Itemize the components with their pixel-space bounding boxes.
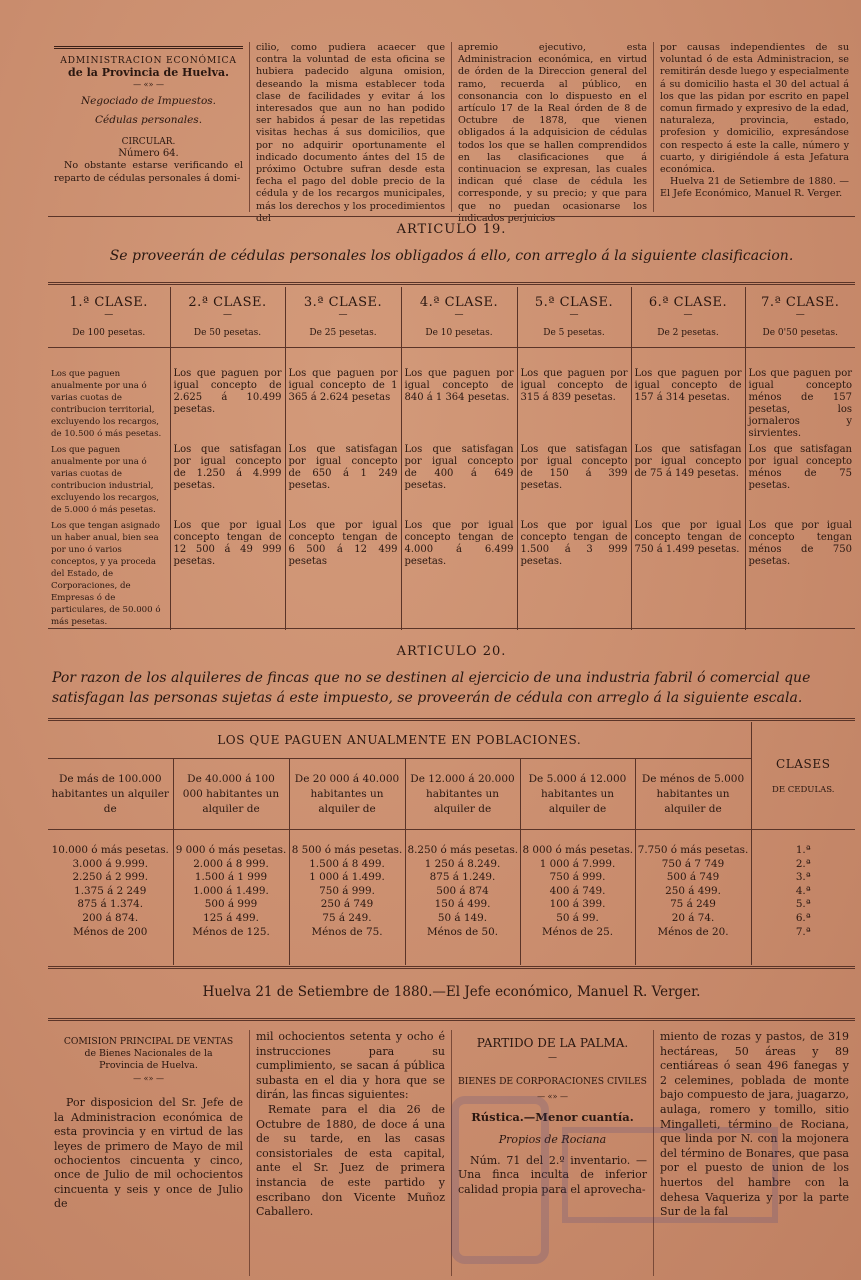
rent-column: 9 000 ó más pesetas. 2.000 á 8 999. 1.500 á 1 999 1.000 á 1.499. 500 á 999 125 á 499. Ménos de 125. xyxy=(173,830,289,966)
circular-text: No obstante estarse verificando el reparto de cédulas personales á domi- xyxy=(54,160,243,184)
property-category: BIENES DE CORPORACIONES CIVILES xyxy=(458,1076,647,1088)
divider xyxy=(48,282,855,285)
class-header-row xyxy=(48,287,855,348)
table-cell: Los que por igual concepto tengan de 4.000 á 6.499 pesetas. xyxy=(401,518,517,630)
top-columns xyxy=(48,42,855,224)
table-cell: Los que paguen por igual concepto de 840 á 1 364 pesetas. xyxy=(401,348,517,443)
subject: Cédulas personales. xyxy=(94,113,203,126)
circular-text-cont: cilio, como pudiera acaecer que contra la voluntad de esta oficina se hubiera padecido alguna omision, deseando la misma establecer toda clase de facilidades y evitar á los interesados que aun no han podido ser habidos á pesar de las repetidas visitas hechas á sus domicilios, que por no adquirir oportunamente el indicado documento ántes del 15 de próximo Octubre sufran desde esta fecha el pago del doble precio de la cédula y de los recargos municipales, más los derechos y los procedimientos del xyxy=(256,42,445,224)
table-cell: Los que por igual concepto tengan de 1.500 á 3 999 pesetas. xyxy=(517,518,631,630)
table-row xyxy=(48,830,855,966)
property-text: Núm. 71 del 2.º inventario. —Una finca inculta de inferior calidad propia para el aprovecha- xyxy=(458,1153,647,1196)
circular-number: Número 64. xyxy=(118,148,179,160)
population-header: De 12.000 á 20.000 habitantes un alquiler de xyxy=(405,759,520,830)
property-type: Rústica.—Menor cuantía. xyxy=(471,1110,634,1125)
separator: — «» — xyxy=(133,80,164,90)
dash: — xyxy=(548,1052,557,1063)
class-header: 1.ª CLASE. — De 100 pesetas. xyxy=(48,287,170,348)
table-cell: Los que satisfagan por igual concepto de 650 á 1 249 pesetas. xyxy=(285,442,401,518)
article-20-title: ARTICULO 20. xyxy=(396,644,507,659)
class-column: 1.ª 2.ª 3.ª 4.ª 5.ª 6.ª 7.ª xyxy=(751,830,855,966)
org-province: de la Provincia de Huelva. xyxy=(68,66,229,80)
table-cell: Los que paguen anualmente por una ó varias cuotas de contribucion territorial, excluyendo los recargos, de 10.500 ó más pesetas. xyxy=(51,369,162,439)
table-cell: Los que satisfagan por igual concepto ménos de 75 pesetas. xyxy=(745,442,855,518)
population-header: De ménos de 5.000 habitantes un alquiler de xyxy=(635,759,751,830)
property-text-cont: miento de rozas y pastos, de 319 hectáreas, 50 áreas y 89 centiáreas ó sean 496 fanegas y 2 celemines, poblada de monte bajo compuesto de jara, juagarzo, aulaga, romero y tomillo, sitio Mingalleti, término de Rociana, que linda por N. con la mojonera del término de Bonares, que pasa por el puesto de union de los huertos del hambre con la dehesa Vaqueriza y por la parte Sur de la fal xyxy=(660,1030,849,1219)
table-cell: Los que por igual concepto tengan de 12 500 á 49 999 pesetas. xyxy=(170,518,285,630)
rent-column: 8 500 ó más pesetas. 1.500 á 8 499. 1 000 á 1.499. 750 á 999. 250 á 749 75 á 249. Ménos de 75. xyxy=(289,830,405,966)
class-header: 5.ª CLASE. — De 5 pesetas. xyxy=(517,287,631,348)
table-cell: Los que por igual concepto tengan de 6 500 á 12 499 pesetas xyxy=(285,518,401,630)
population-header: De 40.000 á 100 000 habitantes un alquiler de xyxy=(173,759,289,830)
table-cell: Los que por igual concepto tengan ménos de 750 pesetas. xyxy=(745,518,855,630)
table-row xyxy=(48,348,855,443)
table-title-row xyxy=(48,722,855,759)
top-col-3 xyxy=(452,42,654,224)
article-19-title: ARTICULO 19. xyxy=(396,222,507,237)
property-owner: Propios de Rociana xyxy=(498,1132,607,1146)
rent-scale-table xyxy=(48,722,855,965)
divider xyxy=(48,1018,855,1021)
class-header: 4.ª CLASE. — De 10 pesetas. xyxy=(401,287,517,348)
table-cell: Los que paguen por igual concepto de 157 á 314 pesetas. xyxy=(631,348,745,443)
table-cell: Los que paguen anualmente por una ó varias cuotas de contribucion industrial, excluyendo los recargos, de 5.000 ó más pesetas. xyxy=(51,445,160,515)
population-header: De 20 000 á 40.000 habitantes un alquiler de xyxy=(289,759,405,830)
separator: — «» — xyxy=(537,1091,568,1101)
classes-header: CLASES DE CEDULAS. xyxy=(751,722,855,830)
table-cell: Los que tengan asignado un haber anual, bien sea por uno ó varios conceptos, y ya proceda del Estado, de Corporaciones, de Empresas ó de particulares, de 50.000 ó más pesetas. xyxy=(51,521,161,627)
table-cell: Los que paguen por igual concepto ménos de 157 pesetas, los jornaleros y sirvientes. xyxy=(745,348,855,443)
divider xyxy=(48,628,855,629)
population-header: De 5.000 á 12.000 habitantes un alquiler de xyxy=(520,759,635,830)
seal-watermark-icon xyxy=(455,1090,785,1270)
class-header: 3.ª CLASE. — De 25 pesetas. xyxy=(285,287,401,348)
rent-column: 8.250 ó más pesetas. 1 250 á 8.249. 875 á 1.249. 500 á 874 150 á 499. 50 á 149. Ménos de 50. xyxy=(405,830,520,966)
article-19-intro: Se proveerán de cédulas personales los obligados á ello, con arreglo á la siguiente clasificacion. xyxy=(109,248,794,264)
top-col-4 xyxy=(654,42,855,212)
commission-sub: de Bienes Nacionales de la xyxy=(84,1048,213,1059)
department: Negociado de Impuestos. xyxy=(80,94,217,107)
class-header: 6.ª CLASE. — De 2 pesetas. xyxy=(631,287,745,348)
rent-column: 10.000 ó más pesetas. 3.000 á 9.999. 2.250 á 2 999. 1.375 á 2 249 875 á 1.374. 200 á 874. Ménos de 200 xyxy=(51,844,169,938)
classification-table xyxy=(48,287,855,630)
article-20-intro: Por razon de los alquileres de fincas que no se destinen al ejercicio de una industria fabril ó comercial que satisfagan las personas sujetas á este impuesto, se proveerán de cédula con arreglo á la siguiente escala. xyxy=(52,670,811,706)
table-row xyxy=(48,442,855,518)
circular-text-cont: apremio ejecutivo, esta Administracion económica, en virtud de órden de la Direccion general del ramo, recuerda al público, en consonancia con lo dispuesto en el artículo 17 de la Real órden de 8 de Octubre de 1878, que vienen obligados á la adquisicion de cédulas todos los que se hallen comprendidos en las clasificaciones que á continuacion se expresan, las cuales indican qué clase de cédula les corresponde, y su precio; y que para que no puedan ocasionarse los indicados perjuicios xyxy=(458,42,647,224)
class-header: 2.ª CLASE. — De 50 pesetas. xyxy=(170,287,285,348)
table-cell: Los que paguen por igual concepto de 2.625 á 10.499 pesetas. xyxy=(170,348,285,443)
divider xyxy=(48,718,855,721)
table-cell: Los que por igual concepto tengan de 750 á 1.499 pesetas. xyxy=(631,518,745,630)
commission-text: Por disposicion del Sr. Jefe de la Administracion económica de esta provincia y en virtud de las leyes de primero de Mayo de mil ochocientos cincuenta y cinco, once de Julio de mil ochocientos cincuenta y seis y once de Julio de xyxy=(54,1096,243,1211)
auction-date: Remate para el dia 26 de Octubre de 1880, de doce á una de su tarde, en las casas consistoriales de esta capital, ante el Sr. Juez de primera instancia de este partido y escribano don Vicente Muñoz Caballero. xyxy=(256,1102,445,1219)
circular-signature: Huelva 21 de Setiembre de 1880. —El Jefe Económico, Manuel R. Verger. xyxy=(660,176,849,200)
divider xyxy=(48,966,855,969)
table-cell: Los que satisfagan por igual concepto de 150 á 399 pesetas. xyxy=(517,442,631,518)
article-20-signature: Huelva 21 de Setiembre de 1880.—El Jefe económico, Manuel R. Verger. xyxy=(202,984,701,1000)
commission-title: COMISION PRINCIPAL DE VENTAS xyxy=(63,1036,234,1047)
district-title: PARTIDO DE LA PALMA. xyxy=(476,1036,629,1050)
bottom-col-2 xyxy=(250,1030,452,1276)
table-cell: Los que paguen por igual concepto de 1 365 á 2.624 pesetas xyxy=(285,348,401,443)
commission-province: Provincia de Huelva. xyxy=(99,1060,198,1071)
bottom-col-1 xyxy=(48,1030,250,1276)
divider xyxy=(48,216,855,217)
table-title: LOS QUE PAGUEN ANUALMENTE EN POBLACIONES. xyxy=(48,722,751,759)
top-col-2 xyxy=(250,42,452,224)
population-header: De más de 100.000 habitantes un alquiler de xyxy=(48,759,173,830)
table-cell: Los que satisfagan por igual concepto de 75 á 149 pesetas. xyxy=(631,442,745,518)
auction-text: mil ochocientos setenta y ocho é instrucciones para su cumplimiento, se sacan á pública subasta en el dia y hora que se dirán, las fincas siguientes: xyxy=(256,1030,445,1102)
rent-column: 8 000 ó más pesetas. 1 000 á 7.999. 750 á 999. 400 á 749. 100 á 399. 50 á 99. Ménos de 25. xyxy=(520,830,635,966)
separator: — «» — xyxy=(133,1074,164,1083)
top-col-1 xyxy=(48,42,250,212)
table-cell: Los que satisfagan por igual concepto de 1.250 á 4.999 pesetas. xyxy=(170,442,285,518)
class-header: 7.ª CLASE. — De 0'50 pesetas. xyxy=(745,287,855,348)
population-header-row xyxy=(48,759,855,830)
circular-text-cont: por causas independientes de su voluntad ó de esta Administracion, se remitirán desde luego y especialmente á su domicilio hasta el 30 del actual á los que las pidan por escrito en papel comun firmado y expresivo de la edad, naturaleza, provincia, estado, profesion y domicilio, expresándose con respecto á este la calle, número y cuarto, y dirigiéndole á esta Jefatura económica. xyxy=(660,42,849,176)
table-cell: Los que satisfagan por igual concepto de 400 á 649 pesetas. xyxy=(401,442,517,518)
circular-label: CIRCULAR. xyxy=(121,137,176,148)
org-name: ADMINISTRACION ECONÓMICA xyxy=(60,55,237,66)
table-row xyxy=(48,518,855,630)
table-cell: Los que paguen por igual concepto de 315 á 839 pesetas. xyxy=(517,348,631,443)
rent-column: 7.750 ó más pesetas. 750 á 7 749 500 á 749 250 á 499. 75 á 249 20 á 74. Ménos de 20. xyxy=(635,830,751,966)
